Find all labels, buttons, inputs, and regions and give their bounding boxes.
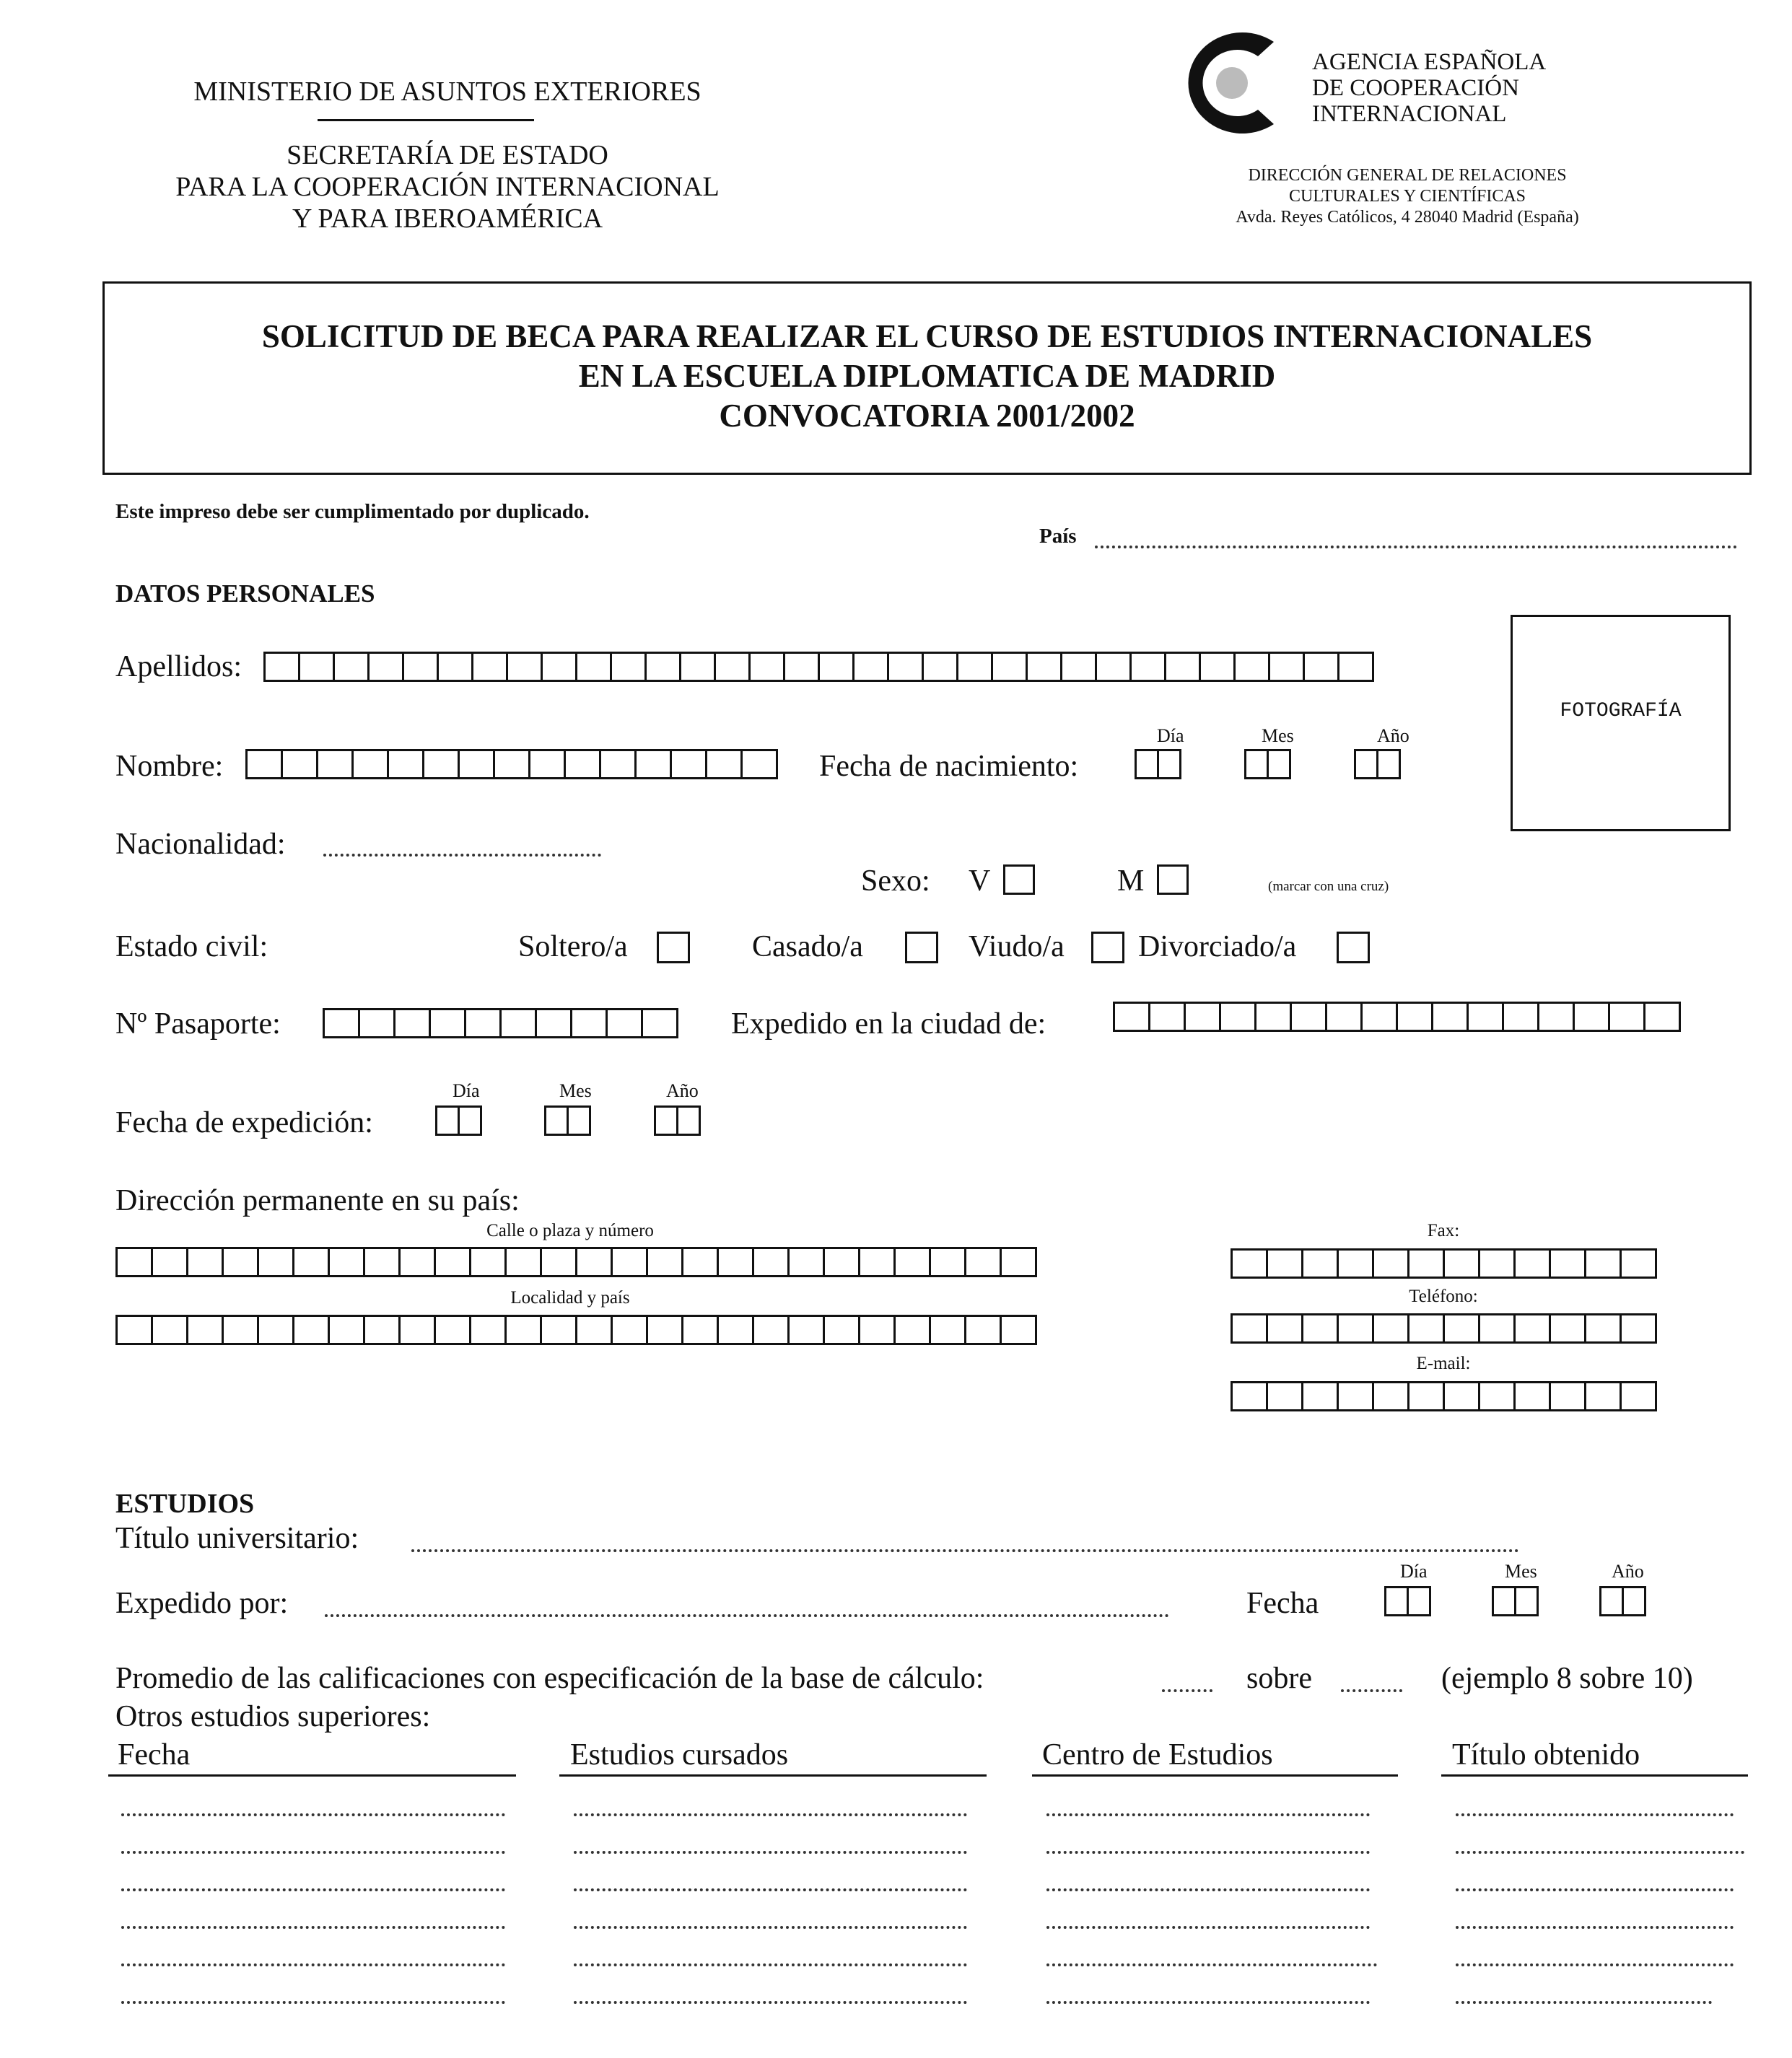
personal-data-heading: DATOS PERSONALES — [115, 579, 375, 608]
duplicate-notice: Este impreso debe ser cumplimentado por duplicado. — [115, 500, 590, 523]
secretariat-line-3: Y PARA IBEROAMÉRICA — [292, 203, 603, 234]
birth-date-label: Fecha de nacimiento: — [819, 750, 1079, 783]
exp-month-label: Mes — [559, 1080, 592, 1101]
col-centro-rule — [1032, 1774, 1398, 1777]
secretariat-line-1: SECRETARÍA DE ESTADO — [287, 140, 608, 170]
expedido-por-label: Expedido por: — [115, 1587, 289, 1620]
col-estudios-rule — [559, 1774, 987, 1777]
expedido-ciudad-label: Expedido en la ciudad de: — [731, 1007, 1046, 1041]
row-2-titulo[interactable] — [1456, 1851, 1744, 1854]
pasaporte-label: Nº Pasaporte: — [115, 1007, 281, 1041]
fax-label: Fax: — [1427, 1221, 1460, 1240]
sexo-v-label: V — [969, 864, 991, 898]
exp-year-label: Año — [666, 1080, 699, 1101]
promedio-field[interactable] — [1162, 1689, 1212, 1692]
viudo-label: Viudo/a — [969, 930, 1065, 963]
directorate-line-1: DIRECCIÓN GENERAL DE RELACIONES — [1248, 166, 1567, 185]
directorate-address: Avda. Reyes Católicos, 4 28040 Madrid (España) — [1236, 208, 1579, 227]
row-4-titulo[interactable] — [1456, 1926, 1734, 1929]
birth-month-label: Mes — [1262, 725, 1294, 746]
col-estudios: Estudios cursados — [570, 1738, 789, 1772]
calle-field[interactable] — [115, 1247, 1037, 1277]
calle-label: Calle o plaza y número — [486, 1221, 654, 1240]
row-1-centro[interactable] — [1046, 1813, 1370, 1816]
study-month-label: Mes — [1505, 1561, 1537, 1582]
estado-civil-label: Estado civil: — [115, 930, 268, 963]
expedido-por-field[interactable] — [325, 1614, 1169, 1617]
birth-day-label: Día — [1157, 725, 1184, 746]
col-titulo-rule — [1441, 1774, 1748, 1777]
titulo-field[interactable] — [411, 1549, 1519, 1552]
study-day-field[interactable] — [1384, 1586, 1431, 1616]
title-line-2: EN LA ESCUELA DIPLOMATICA DE MADRID — [578, 358, 1276, 394]
secretariat-line-2: PARA LA COOPERACIÓN INTERNACIONAL — [175, 172, 720, 202]
exp-day-label: Día — [453, 1080, 480, 1101]
agency-line-1: AGENCIA ESPAÑOLA — [1312, 49, 1547, 75]
localidad-label: Localidad y país — [510, 1288, 630, 1308]
birth-month-field[interactable] — [1244, 749, 1291, 779]
study-fecha-label: Fecha — [1246, 1587, 1319, 1620]
study-month-field[interactable] — [1492, 1586, 1539, 1616]
pais-field[interactable] — [1095, 546, 1737, 548]
titulo-label: Título universitario: — [115, 1522, 359, 1555]
email-label: E-mail: — [1416, 1354, 1471, 1373]
casado-checkbox[interactable] — [905, 932, 938, 963]
row-6-centro[interactable] — [1046, 2001, 1370, 2004]
pasaporte-field[interactable] — [323, 1008, 678, 1038]
row-2-centro[interactable] — [1046, 1851, 1370, 1854]
casado-label: Casado/a — [752, 930, 863, 963]
col-fecha: Fecha — [118, 1738, 191, 1772]
row-3-titulo[interactable] — [1456, 1888, 1734, 1891]
telefono-label: Teléfono: — [1409, 1287, 1478, 1306]
row-1-fecha[interactable] — [121, 1813, 505, 1816]
row-4-centro[interactable] — [1046, 1926, 1370, 1929]
row-2-estudios[interactable] — [574, 1851, 967, 1854]
row-5-titulo[interactable] — [1456, 1963, 1734, 1966]
expedido-ciudad-field[interactable] — [1113, 1002, 1681, 1032]
row-3-estudios[interactable] — [574, 1888, 967, 1891]
nombre-field[interactable] — [245, 749, 778, 779]
row-5-centro[interactable] — [1046, 1963, 1377, 1966]
row-4-estudios[interactable] — [574, 1926, 967, 1929]
sobre-label: sobre — [1246, 1662, 1312, 1695]
study-day-label: Día — [1400, 1561, 1428, 1582]
sexo-m-checkbox[interactable] — [1157, 864, 1189, 895]
exp-day-field[interactable] — [435, 1105, 482, 1136]
sobre-field[interactable] — [1341, 1689, 1402, 1692]
telefono-field[interactable] — [1231, 1313, 1657, 1344]
sexo-label: Sexo: — [861, 864, 930, 898]
birth-day-field[interactable] — [1135, 749, 1181, 779]
title-line-3: CONVOCATORIA 2001/2002 — [719, 398, 1135, 434]
sexo-v-checkbox[interactable] — [1003, 864, 1035, 895]
row-3-centro[interactable] — [1046, 1888, 1370, 1891]
col-centro: Centro de Estudios — [1042, 1738, 1273, 1772]
apellidos-label: Apellidos: — [115, 650, 242, 683]
row-3-fecha[interactable] — [121, 1888, 505, 1891]
row-5-fecha[interactable] — [121, 1963, 505, 1966]
nacionalidad-label: Nacionalidad: — [115, 828, 286, 861]
divorciado-checkbox[interactable] — [1337, 932, 1370, 963]
ministry-name: MINISTERIO DE ASUNTOS EXTERIORES — [193, 76, 701, 107]
sexo-hint: (marcar con una cruz) — [1268, 879, 1389, 894]
promedio-label: Promedio de las calificaciones con especificación de la base de cálculo: — [115, 1662, 984, 1695]
otros-estudios-label: Otros estudios superiores: — [115, 1700, 431, 1733]
fax-field[interactable] — [1231, 1248, 1657, 1279]
direccion-label: Dirección permanente en su país: — [115, 1184, 520, 1217]
localidad-field[interactable] — [115, 1315, 1037, 1345]
exp-year-field[interactable] — [654, 1105, 701, 1136]
soltero-label: Soltero/a — [518, 930, 628, 963]
row-6-titulo[interactable] — [1456, 2001, 1712, 2004]
email-field[interactable] — [1231, 1381, 1657, 1411]
header-divider — [318, 119, 534, 121]
photo-label: FOTOGRAFÍA — [1560, 700, 1682, 722]
study-year-label: Año — [1612, 1561, 1644, 1582]
col-titulo: Título obtenido — [1452, 1738, 1640, 1772]
studies-heading: ESTUDIOS — [115, 1489, 255, 1519]
sexo-m-label: M — [1117, 864, 1145, 898]
pais-label: País — [1039, 525, 1077, 548]
aeci-logo-icon — [1166, 29, 1285, 137]
row-6-fecha[interactable] — [121, 2001, 505, 2004]
nacionalidad-field[interactable] — [323, 854, 601, 857]
col-fecha-rule — [108, 1774, 516, 1777]
agency-line-3: INTERNACIONAL — [1312, 101, 1507, 123]
title-line-1: SOLICITUD DE BECA PARA REALIZAR EL CURSO DE ESTUDIOS INTERNACIONALES — [261, 318, 1593, 354]
row-1-estudios[interactable] — [574, 1813, 967, 1816]
viudo-checkbox[interactable] — [1091, 932, 1124, 963]
birth-year-field[interactable] — [1354, 749, 1401, 779]
row-2-fecha[interactable] — [121, 1851, 505, 1854]
divorciado-label: Divorciado/a — [1138, 930, 1297, 963]
row-4-fecha[interactable] — [121, 1926, 505, 1929]
study-year-field[interactable] — [1599, 1586, 1646, 1616]
ejemplo-note: (ejemplo 8 sobre 10) — [1441, 1662, 1693, 1695]
soltero-checkbox[interactable] — [657, 932, 690, 963]
nombre-label: Nombre: — [115, 750, 224, 783]
row-1-titulo[interactable] — [1456, 1813, 1734, 1816]
fecha-expedicion-label: Fecha de expedición: — [115, 1106, 373, 1139]
apellidos-field[interactable] — [263, 652, 1374, 682]
agency-line-2: DE COOPERACIÓN — [1312, 75, 1519, 101]
row-5-estudios[interactable] — [574, 1963, 967, 1966]
row-6-estudios[interactable] — [574, 2001, 967, 2004]
photo-box[interactable] — [1511, 615, 1731, 831]
birth-year-label: Año — [1377, 725, 1409, 746]
directorate-line-2: CULTURALES Y CIENTÍFICAS — [1288, 187, 1526, 206]
exp-month-field[interactable] — [544, 1105, 591, 1136]
